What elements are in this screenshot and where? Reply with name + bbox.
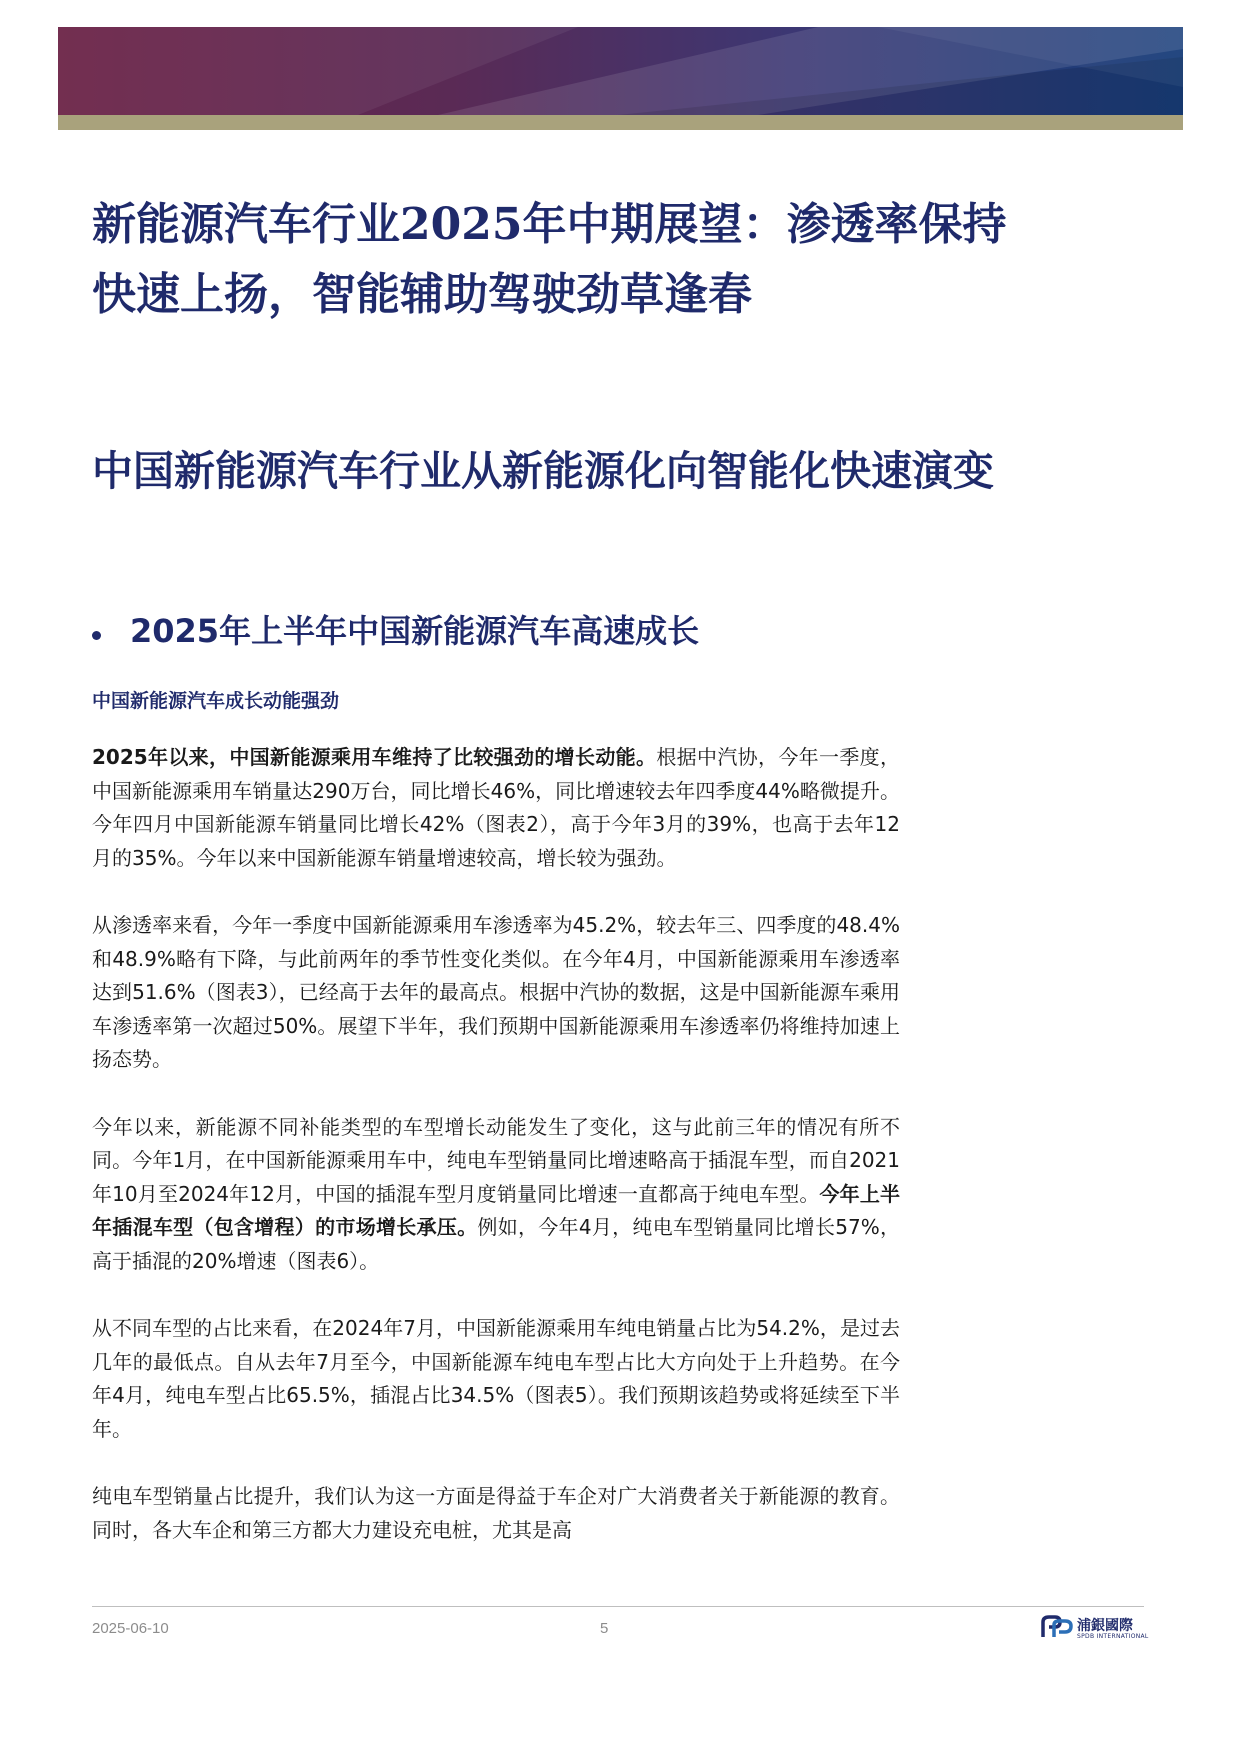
paragraph-lead: 2025年以来，中国新能源乘用车维持了比较强劲的增长动能。 [92,745,657,769]
header-banner-bar [58,115,1183,130]
paragraph-text: 今年以来，新能源不同补能类型的车型增长动能发生了变化，这与此前三年的情况有所不同。今年1月，在中国新能源乘用车中，纯电车型销量同比增速略高于插混车型，而自2021年10月至2024年12月，中国的插混车型月度销量同比增速一直都高于纯电车型。 [92,1114,900,1206]
body-text [92,741,900,1581]
logo-text-en: SPDB INTERNATIONAL [1077,1633,1149,1640]
paragraph [92,1111,900,1279]
paragraph-text: 纯电车型销量占比提升，我们认为这一方面是得益于车企对广大消费者关于新能源的教育。同时，各大车企和第三方都大力建设充电桩，尤其是高 [92,1484,900,1542]
paragraph-text: 根据中汽协，今年一季度，中国新能源乘用车销量达290万台，同比增长46%，同比增速较去年四季度44%略微提升。今年四月中国新能源车销量同比增长42%（图表2），高于今年3月的39%，也高于去年12月的35%。今年以来中国新能源车销量增速较高，增长较为强劲。 [92,745,900,870]
logo-text-cn: 浦銀國際 [1077,1618,1133,1634]
sub-heading: 中国新能源汽车成长动能强劲 [92,690,340,712]
paragraph-tail: 例如，今年4月，纯电车型销量同比增长57%，高于插混的20%增速（图表6）。 [92,1215,900,1273]
paragraph-text: 从不同车型的占比来看，在2024年7月，中国新能源乘用车纯电销量占比为54.2%，是过去几年的最低点。自从去年7月至今，中国新能源车纯电车型占比大方向处于上升趋势。在今年4月，纯电车型占比65.5%，插混占比34.5%（图表5）。我们预期该趋势或将延续至下半年。 [92,1316,900,1441]
footer-divider [92,1606,1144,1607]
footer-date: 2025-06-10 [92,1620,169,1637]
paragraph [92,1480,900,1547]
paragraph [92,741,900,875]
paragraph [92,1312,900,1446]
report-subtitle: 中国新能源汽车行业从新能源化向智能化快速演变 [92,447,994,495]
page-number: 5 [600,1620,609,1637]
paragraph-text: 从渗透率来看，今年一季度中国新能源乘用车渗透率为45.2%，较去年三、四季度的48.4%和48.9%略有下降，与此前两年的季节性变化类似。在今年4月，中国新能源乘用车渗透率达到51.6%（图表3），已经高于去年的最高点。根据中汽协的数据，这是中国新能源车乘用车渗透率第一次超过50%。展望下半年，我们预期中国新能源乘用车渗透率仍将维持加速上扬态势。 [92,913,900,1071]
section-bullet [92,631,101,640]
banner-decoration [58,27,1183,115]
report-title: 新能源汽车行业2025年中期展望：渗透率保持快速上扬，智能辅助驾驶劲草逢春 [92,199,1007,320]
paragraph-highlight: 今年上半年插混车型（包含增程）的市场增长承压。 [92,1181,901,1239]
section-heading: 2025年上半年中国新能源汽车高速成长 [130,612,700,650]
header-banner [58,27,1183,115]
company-logo [1040,1613,1150,1643]
paragraph [92,909,900,1077]
logo-mark-icon [1040,1613,1074,1641]
